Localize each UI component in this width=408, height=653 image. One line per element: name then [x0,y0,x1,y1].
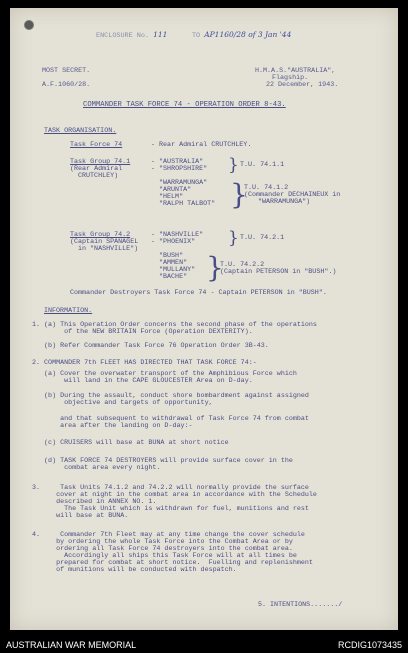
task-group-74-2-label: Task Group 74.2 [70,231,131,239]
security-classification: MOST SECRET. [42,67,91,75]
task-unit-74-1-2-flagship: "WARRAMUNGA") [258,198,311,206]
task-group-74-1-commander: (Rear Admiral [70,165,123,173]
para-3-line-3: described in ANNEX NO. 1. [32,498,157,506]
task-unit-74-2-2-commander: (Captain PETERSON in "BUSH".) [220,268,337,276]
ship-mullany: "MULLANY" [159,266,196,274]
para-3-line-1: 3. Task Units 74.1.2 and 74.2.2 will normally provide the surface [32,484,309,492]
ship-phoenix: - "PHOENIX" [151,238,196,246]
para-4-line-2: by ordering the whole Task Force into the Combat Area or by [32,538,293,546]
para-3-line-5: will base at BUNA. [32,512,129,520]
commander-destroyers: Commander Destroyers Task Force 74 - Captain PETERSON in "BUSH". [70,289,327,297]
task-group-74-1-label: Task Group 74.1 [70,158,131,166]
enclosure-stamp [96,30,291,40]
ship-nashville: - "NASHVILLE" [151,231,204,239]
ship-bache: "BACHE" [159,273,188,281]
ship-name: H.M.A.S."AUSTRALIA", [255,67,336,75]
task-unit-74-2-2: T.U. 74.2.2 [220,261,265,269]
para-2b-line-1: (b) During the assault, conduct shore bombardment against assigned [32,392,309,400]
para-2b-line-2: objective and targets of opportunity, [32,399,213,407]
para-2a-line-2: will land in the CAPE GLOUCESTER Area on D-day. [32,377,253,385]
information-heading: INFORMATION. [44,307,93,315]
para-2c: (c) CRUISERS will base at BUNA at short notice [32,439,229,447]
brace: } [230,178,248,211]
para-1b: (b) Refer Commander Task Force 76 Operation Order 3B-43. [32,342,269,350]
task-group-74-2-commander: (Captain SPANAGEL [70,238,139,246]
order-title: COMMANDER TASK FORCE 74 - OPERATION ORDER 8-43. [83,101,286,109]
continuation-marker: 5. INTENTIONS......./ [258,601,343,609]
para-2a-line-1: (a) Cover the overwater transport of the Amphibious Force which [32,370,297,378]
reference-number: A.F.1060/28. [42,81,91,89]
archive-name: AUSTRALIAN WAR MEMORIAL [6,640,137,650]
para-4-line-5: prepared for combat at short notice. Fuelling and replenishment [32,559,313,567]
enclosure-to-label: TO [191,32,201,40]
para-4-line-6: of munitions will be conducted with despatch. [32,566,237,574]
archive-id: RCDIG1073435 [337,640,402,650]
task-unit-74-1-2-commander: (Commander DECHAINEUX in [244,191,341,199]
para-4-line-3: ordering all Task Force 74 destroyers into the combat area. [32,545,293,553]
task-unit-74-2-1: T.U. 74.2.1 [240,234,285,242]
enclosure-number: 111 [153,30,168,39]
para-1a-line-2: of the NEW BRITAIN Force (Operation DEXTERITY). [32,328,253,336]
ship-helm: "HELM" [159,193,184,201]
ship-ralph-talbot: "RALPH TALBOT" [159,200,216,208]
ship-australia: - "AUSTRALIA" [151,158,204,166]
brace: } [228,155,239,175]
para-4-line-4: Accordingly all ships this Task Force will at all times be [32,552,297,560]
para-2-heading: 2. COMMANDER 7th FLEET HAS DIRECTED THAT TASK FORCE 74:- [32,359,257,367]
para-3-line-4: The Task Unit which is withdrawn for fuel, munitions and rest [32,505,309,513]
ship-arunta: "ARUNTA" [159,186,192,194]
ship-warramunga: "WARRAMUNGA" [159,179,208,187]
para-2-and-line-2: area after the landing on D-day:- [32,422,193,430]
task-force-74-commander: - Rear Admiral CRUTCHLEY. [151,141,252,149]
brace: } [228,228,239,248]
order-date: 22 December, 1943. [266,81,339,89]
para-2d-line-1: (d) TASK FORCE 74 DESTROYERS will provide surface cover in the [32,457,293,465]
para-2d-line-2: combat area every night. [32,464,161,472]
punch-hole [24,20,34,30]
brace: } [206,251,224,284]
task-unit-74-1-1: T.U. 74.1.1 [240,161,285,169]
enclosure-label: ENCLOSURE No. [96,32,150,40]
para-2-and-line-1: and that subsequent to withdrawal of Task Force 74 from combat [32,415,309,423]
ship-shropshire: - "SHROPSHIRE" [151,165,208,173]
ship-bush: "BUSH" [159,252,184,260]
flagship-label: Flagship. [272,74,309,82]
ship-ammen: "AMMEN" [159,259,188,267]
task-group-74-2-commander-flagship: in "NASHVILLE") [78,245,139,253]
para-3-line-2: cover at night in the combat area in accordance with the Schedule [32,491,317,499]
para-1a-line-1: 1. (a) This Operation Order concerns the second phase of the operations [32,321,317,329]
task-organisation-heading: TASK ORGANISATION. [44,127,117,135]
enclosure-to-handwritten: AP1160/28 of 3 Jan '44 [204,30,292,39]
para-4-line-1: 4. Commander 7th Fleet may at any time change the cover schedule [32,531,305,539]
task-force-74-label: Task Force 74 [70,141,123,149]
task-group-74-1-commander-name: CRUTCHLEY) [78,172,119,180]
task-unit-74-1-2: T.U. 74.1.2 [244,184,289,192]
document-page [10,8,398,630]
